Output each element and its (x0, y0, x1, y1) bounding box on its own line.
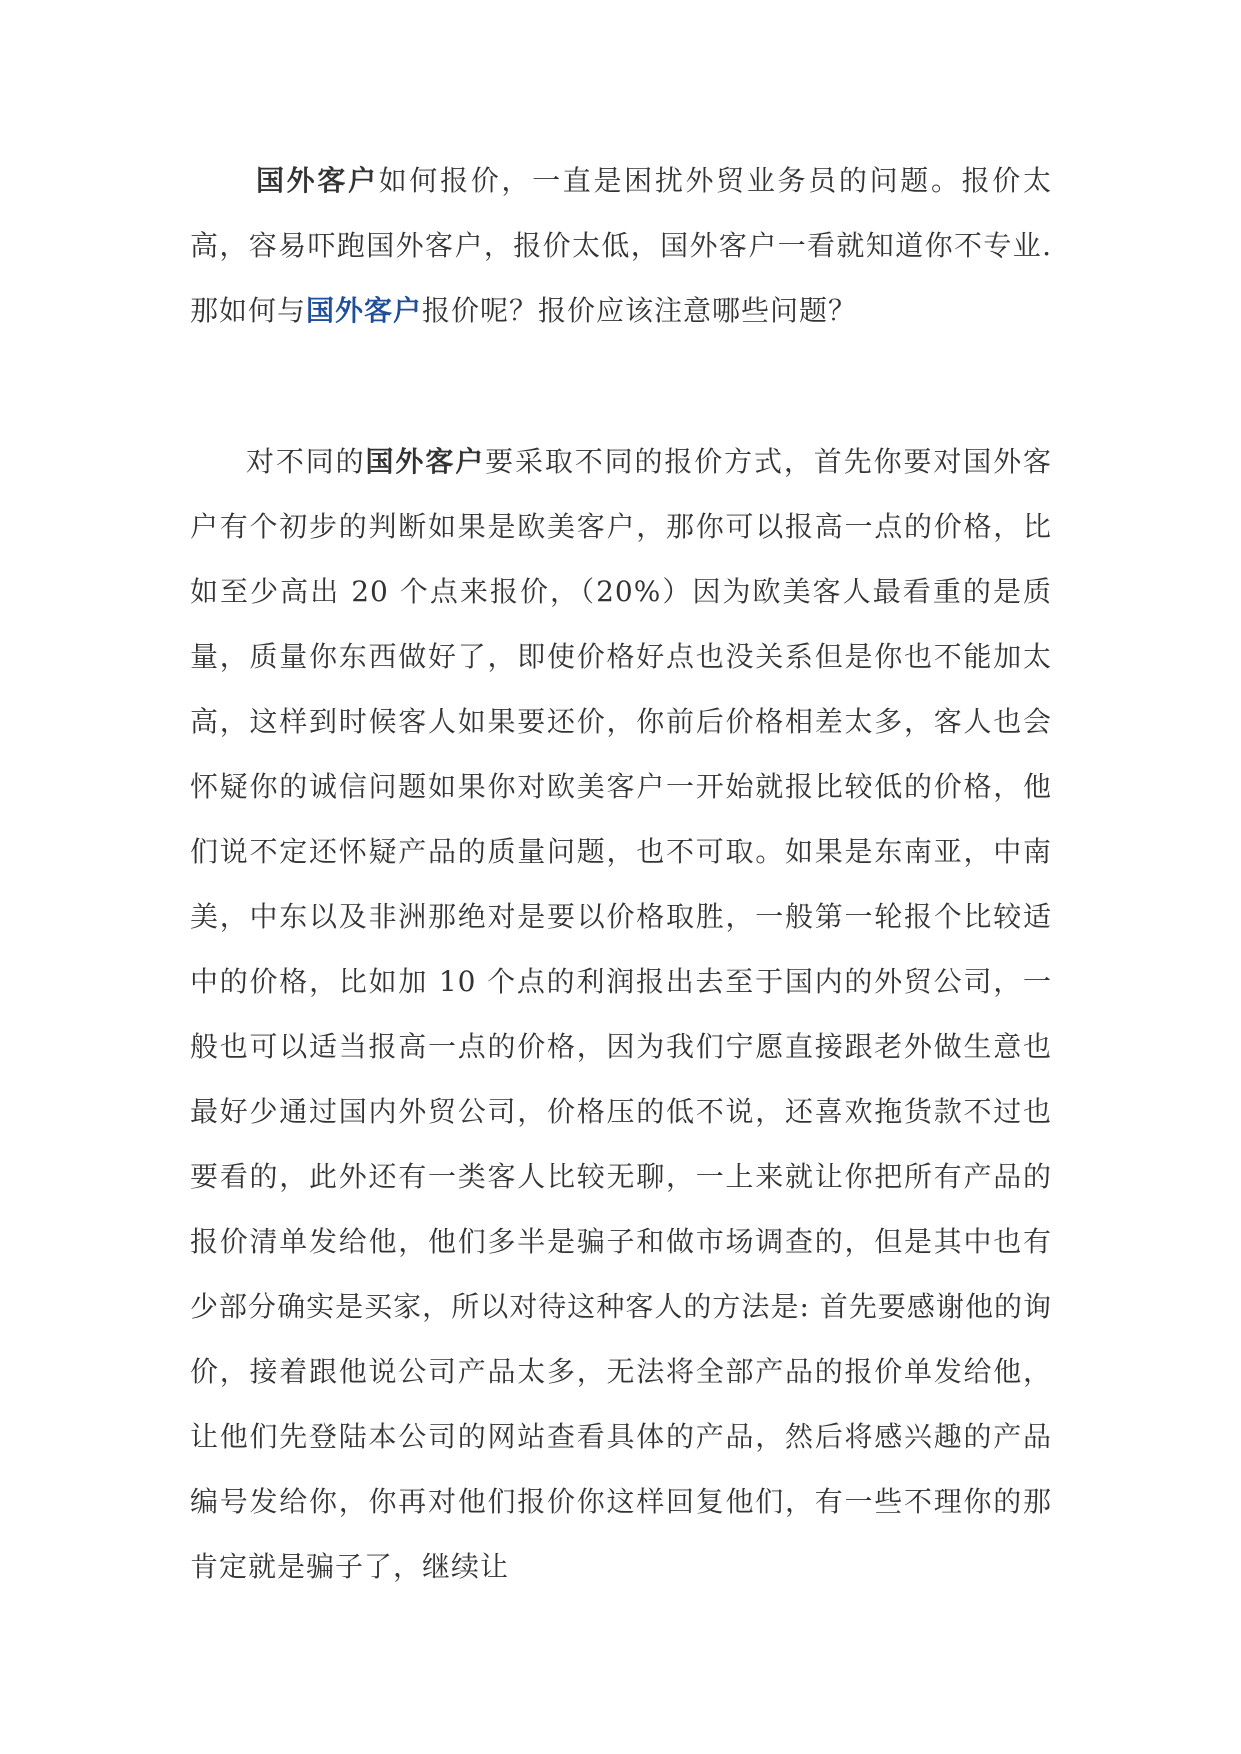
paragraph-2-text-a: 对不同的 (246, 445, 366, 478)
paragraph-1 (190, 148, 1052, 343)
paragraph-2-text-b: 要采取不同的报价方式，首先你要对国外客户有个初步的判断如果是欧美客户，那你可以报高一点的价格，比如至少高出 20 个点来报价，（20%）因为欧美客人最看重的是质量，质量你东西做好了，即使价格好点也没关系但是你也不能加太高，这样到时候客人如果要还价，你前后价格相差太多，客人也会怀疑你的诚信问题如果你对欧美客户一开始就报比较低的价格，他们说不定还怀疑产品的质量问题，也不可取。如果是东南亚，中南美，中东以及非洲那绝对是要以价格取胜，一般第一轮报个比较适中的价格，比如加 10 个点的利润报出去至于国内的外贸公司，一般也可以适当报高一点的价格，因为我们宁愿直接跟老外做生意也最好少通过国内外贸公司，价格压的低不说，还喜欢拖货款不过也要看的，此外还有一类客人比较无聊，一上来就让你把所有产品的报价清单发给他，他们多半是骗子和做市场调查的，但是其中也有少部分确实是买家，所以对待这种客人的方法是: 首先要感谢他的询价，接着跟他说公司产品太多，无法将全部产品的报价单发给他，让他们先登陆本公司的网站查看具体的产品，然后将感兴趣的产品编号发给你，你再对他们报价你这样回复他们，有一些不理你的那肯定就是骗子了，继续让 (190, 445, 1052, 1583)
keyword-link-foreign-customers[interactable]: 国外客户 (306, 294, 423, 327)
paragraph-2 (190, 429, 1052, 1599)
document-page (190, 148, 1052, 1599)
paragraph-1-text-a: 如何报价，一直是困扰外贸业务员的问题。报价太高，容易吓跑国外客户，报价太低，国外客户一看就知道你不专业.那如何与 (190, 164, 1052, 327)
paragraph-1-text-b: 报价呢？报价应该注意哪些问题？ (422, 294, 858, 327)
keyword-foreign-customers: 国外客户 (256, 164, 379, 197)
keyword-foreign-customers-2: 国外客户 (365, 445, 486, 478)
